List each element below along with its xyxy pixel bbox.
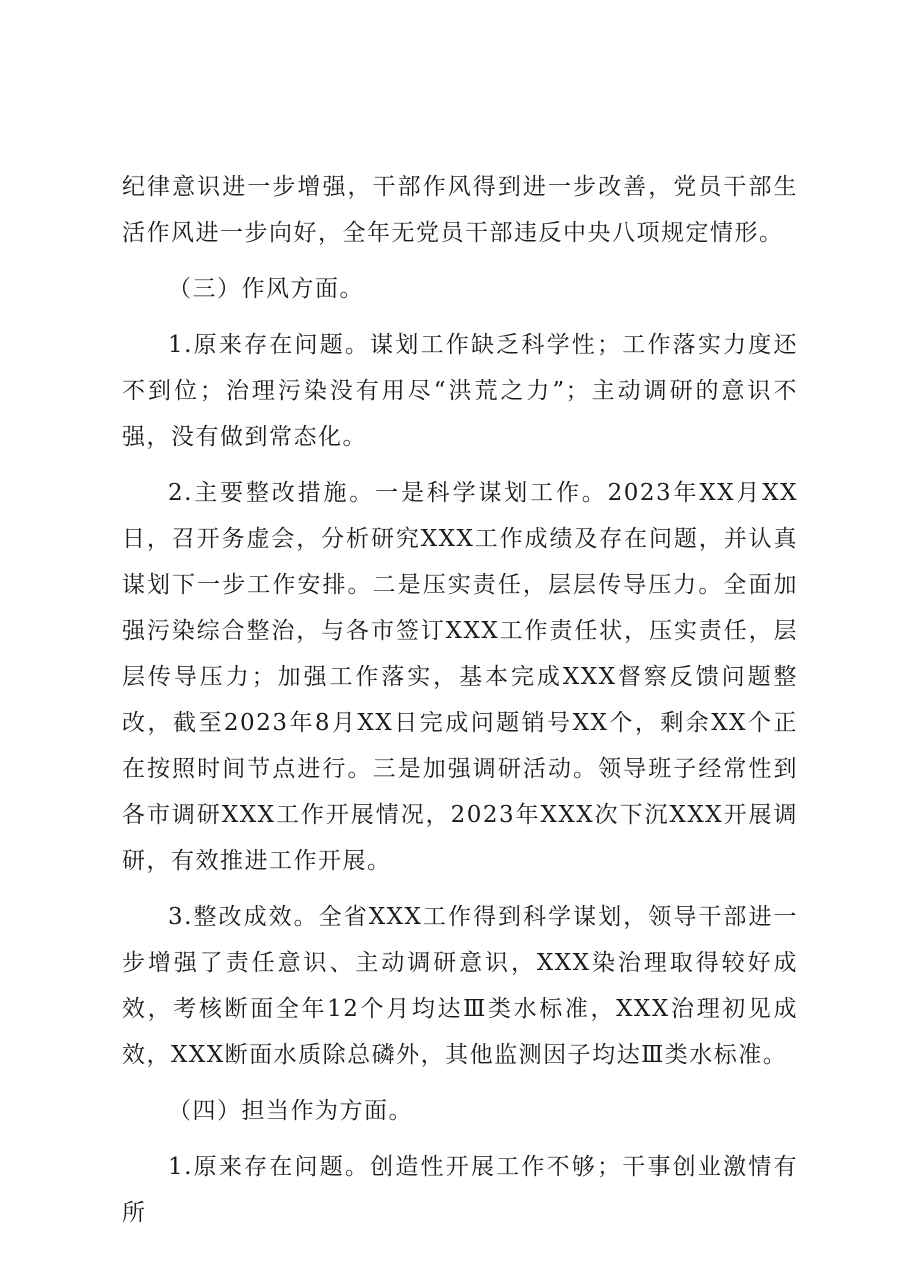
paragraph-rectification-measures: 2.主要整改措施。一是科学谋划工作。2023年XX月XX日，召开务虚会，分析研究XXX工作成绩及存在问题，并认真谋划下一步工作安排。二是压实责任，层层传导压力。全面加强污染综合整治，与各市签订XXX工作责任状，压实责任，层层传导压力；加强工作落实，基本完成XXX督察反馈问题整改，截至2023年8月XX日完成问题销号XX个，剩余XX个正在按照时间节点进行。三是加强调研活动。领导班子经常性到各市调研XXX工作开展情况，2023年XXX次下沉XXX开展调研，有效推进工作开展。: [122, 480, 798, 874]
paragraph-responsibility-problems: 1.原来存在问题。创造性开展工作不够；干事创业激情有所: [122, 1154, 798, 1226]
section-heading-responsibility: （四）担当作为方面。: [168, 1098, 413, 1124]
document-body: [122, 164, 798, 1246]
paragraph-existing-problems: 1.原来存在问题。谋划工作缺乏科学性；工作落实力度还不到位；治理污染没有用尽“洪荒之力”；主动调研的意识不强，没有做到常态化。: [122, 332, 798, 450]
section-heading-style: （三）作风方面。: [168, 276, 364, 302]
paragraph-rectification-results: 3.整改成效。全省XXX工作得到科学谋划，领导干部进一步增强了责任意识、主动调研意识，XXX染治理取得较好成效，考核断面全年12个月均达Ⅲ类水标准，XXX治理初见成效，XXX断面水质除总磷外，其他监测因子均达Ⅲ类水标准。: [122, 904, 798, 1068]
paragraph-continuation: 纪律意识进一步增强，干部作风得到进一步改善，党员干部生活作风进一步向好，全年无党员干部违反中央八项规定情形。: [122, 174, 798, 246]
